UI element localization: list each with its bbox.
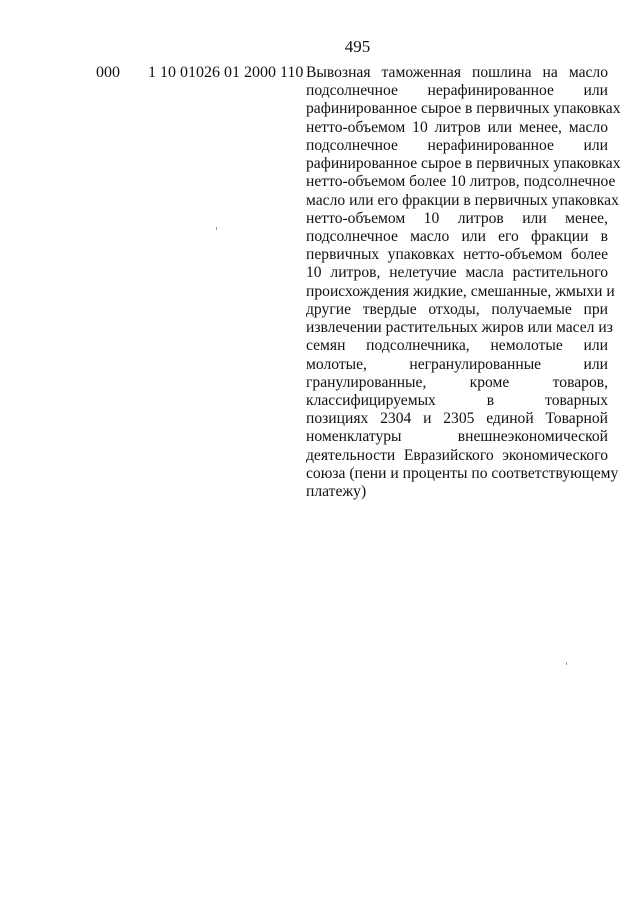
description-line: семян подсолнечника, немолотые или xyxy=(306,337,608,355)
description-line: гранулированные, кроме товаров, xyxy=(306,373,608,391)
description-line: 10 литров, нелетучие масла растительного xyxy=(306,264,608,282)
description-line: нетто-объемом более 10 литров, подсолнечное xyxy=(306,173,616,191)
description-line: нетто-объемом 10 литров или менее, xyxy=(306,209,608,227)
description-line: другие твердые отходы, получаемые при xyxy=(306,300,608,318)
description-line: позициях 2304 и 2305 единой Товарной xyxy=(306,410,608,428)
description-line: рафинированное сырое в первичных упаковках xyxy=(306,155,621,173)
description-line: первичных упаковках нетто-объемом более xyxy=(306,246,608,264)
description-line: масло или его фракции в первичных упаковках xyxy=(306,191,619,209)
description-line: деятельности Евразийского экономического xyxy=(306,446,608,464)
description-line: классифицируемых в товарных xyxy=(306,391,608,409)
budget-classification-code: 1 10 01026 01 2000 110 xyxy=(148,64,304,81)
description-line: подсолнечное нерафинированное или xyxy=(306,82,608,100)
administrator-code: 000 xyxy=(96,64,120,81)
scan-speck xyxy=(216,227,217,230)
description-line: молотые, негранулированные или xyxy=(306,355,608,373)
description-line: подсолнечное нерафинированное или xyxy=(306,136,608,154)
page-number: 495 xyxy=(344,37,371,56)
income-description xyxy=(306,64,621,501)
description-line: подсолнечное масло или его фракции в xyxy=(306,227,608,245)
description-line: союза (пени и проценты по соответствующему xyxy=(306,464,619,482)
description-line: платежу) xyxy=(306,483,367,501)
description-line: нетто-объемом 10 литров или менее, масло xyxy=(306,118,608,136)
description-line: Вывозная таможенная пошлина на масло xyxy=(306,64,608,81)
description-line: извлечении растительных жиров или масел из xyxy=(306,319,613,337)
scan-speck xyxy=(566,662,567,665)
description-line: номенклатуры внешнеэкономической xyxy=(306,428,608,446)
description-line: происхождения жидкие, смешанные, жмыхи и xyxy=(306,282,615,300)
description-line: рафинированное сырое в первичных упаковках xyxy=(306,100,621,118)
